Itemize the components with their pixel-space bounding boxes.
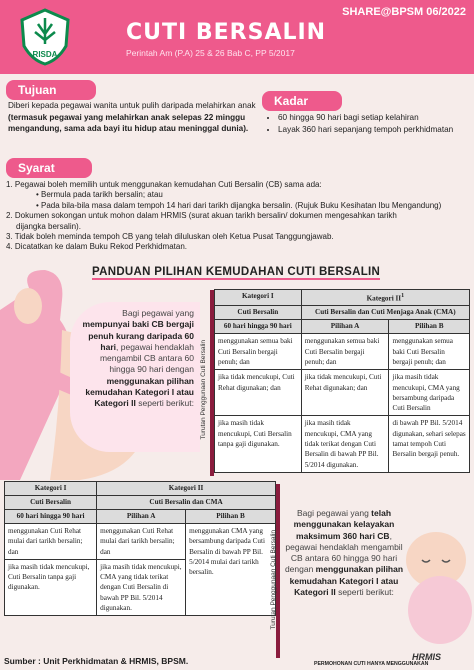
kadar-item: • 60 hingga 90 hari bagi setiap kelahiran <box>278 112 468 124</box>
footer-source: Sumber : Unit Perkhidmatan & HRMIS, BPSM. <box>4 656 189 666</box>
table-row <box>5 524 276 560</box>
tujuan-plain: Diberi kepada pegawai wanita untuk pulih daripada melahirkan anak <box>8 101 256 110</box>
table-header: Cuti Bersalin dan CMA <box>97 496 276 510</box>
table-cell: menggunakan Cuti Rehat mulai dari tarikh bersalin; dan <box>5 524 97 560</box>
table-cell: jika masih tidak mencukupi, Cuti Bersalin tanpa gaji digunakan. <box>215 416 302 472</box>
table-cell: jika masih tidak mencukupi, CMA yang tidak terikat dengan Cuti Bersalin di bawah PP Bil. 5/2014 digunakan. <box>301 416 389 472</box>
table-header: Cuti Bersalin <box>215 306 302 320</box>
table-header: Cuti Bersalin <box>5 496 97 510</box>
table-header: 60 hari hingga 90 hari <box>215 320 302 334</box>
kadar-list <box>268 112 468 135</box>
table-header-text: Kategori II <box>366 294 402 303</box>
table-header: 60 hari hingga 90 hari <box>5 510 97 524</box>
table-header <box>301 290 469 306</box>
table-header: Kategori II <box>97 482 276 496</box>
hrmis-logo: HRMIS <box>412 652 441 662</box>
table-header-sup: 1 <box>401 293 405 299</box>
table-header: Pilihan B <box>389 320 470 334</box>
bubble2-text: seperti berikut: <box>335 587 394 598</box>
footer-note: PERMOHONAN CUTI HANYA MENGGUNAKAN <box>314 661 429 667</box>
risda-logo-icon <box>18 8 72 66</box>
table-cell: jika tidak mencukupi, Cuti Rehat digunakan; dan <box>301 370 389 416</box>
syarat-line: 4. Dicatatkan ke dalam Buku Rekod Perkhidmatan. <box>6 242 187 252</box>
table-cell: menggunakan Cuti Rehat mulai dari tarikh bersalin; dan <box>97 524 186 560</box>
syarat-line: dijangka bersalin). <box>16 221 81 231</box>
syarat-line: 1. Pegawai boleh memilih untuk menggunakan kemudahan Cuti Bersalin (CB) sama ada: <box>6 180 322 189</box>
page-title: CUTI BERSALIN <box>126 20 327 45</box>
bubble1-text: Bagi pegawai yang <box>122 308 194 318</box>
table-cell: menggunakan semua baki Cuti Bersalin bergaji penuh; dan <box>389 334 470 370</box>
table-header: Pilihan A <box>301 320 389 334</box>
side-label: Turutan Penggunaan Cuti Bersalin <box>200 340 207 440</box>
bubble2-bold: menggunakan pilihan kemudahan Kategori I atau Kategori II <box>289 564 404 598</box>
table-cell: jika masih tidak mencukupi, CMA yang tidak terikat dengan Cuti Bersalin di bawah PP Bil. 5/2014 digunakan. <box>97 559 186 615</box>
tujuan-heading: Tujuan <box>6 80 96 100</box>
table-kategori-1 <box>214 289 470 473</box>
kadar-heading: Kadar <box>262 91 342 111</box>
table-cell: menggunakan CMA yang bersambung daripada Cuti Bersalin di bawah PP Bil. 5/2014 mulai dari tarikh bersalin. <box>186 524 276 616</box>
table-cell: menggunakan semua baki Cuti Bersalin bergaji penuh; dan <box>301 334 389 370</box>
table-header: Pilihan B <box>186 510 276 524</box>
table-row <box>215 334 470 370</box>
bubble1-bold: menggunakan pilihan kemudahan Kategori I atau Kategori II <box>85 375 194 409</box>
table-kategori-2 <box>4 481 276 616</box>
bubble1-text: , pegawai hendaklah mengambil CB antara 60 hingga 90 hari dengan <box>99 341 194 375</box>
table-header: Pilihan A <box>97 510 186 524</box>
table-cell: di bawah PP Bil. 5/2014 digunakan, sehari selepas tamat tempoh Cuti Bersalin bergaji penuh. <box>389 416 470 472</box>
bubble1-bold: mempunyai baki CB bergaji penuh kurang daripada 60 hari <box>82 319 194 352</box>
table-row <box>215 416 470 472</box>
tujuan-text <box>8 100 262 135</box>
syarat-line: 3. Tidak boleh meminda tempoh CB yang telah diluluskan oleh Ketua Pusat Tanggungjawab. <box>6 232 334 242</box>
bubble2-text: Bagi pegawai yang <box>296 508 372 518</box>
table-header: Kategori I <box>5 482 97 496</box>
syarat-list <box>6 180 470 253</box>
bubble2-bold: telah menggunakan kelayakan maksimum 360 hari CB <box>293 508 395 541</box>
kadar-item: • Layak 360 hari sepanjang tempoh perkhidmatan <box>278 124 468 136</box>
bubble1-text: seperti berikut: <box>135 398 194 409</box>
table-header: Kategori I <box>215 290 302 306</box>
syarat-line: 2. Dokumen sokongan untuk mohon dalam HRMIS (surat akuan tarikh bersalin/ dokumen mengesahkan tarikh <box>6 211 397 221</box>
table-cell: jika masih tidak mencukupi, Cuti Bersalin tanpa gaji digunakan. <box>5 559 97 615</box>
share-tag: SHARE@BPSM 06/2022 <box>342 6 466 18</box>
syarat-heading: Syarat <box>6 158 92 178</box>
bubble-maksimum-360-hari <box>282 504 406 642</box>
baby-illustration <box>396 520 474 650</box>
side-label: Turutan Penggunaan Cuti Bersalin <box>270 530 277 630</box>
table-cell: menggunakan semua baki Cuti Bersalin bergaji penuh; dan <box>215 334 302 370</box>
bubble-kurang-60-hari <box>70 302 200 452</box>
table-cell: jika masih tidak mencukupi, CMA yang bersambung daripada Cuti Bersalin <box>389 370 470 416</box>
table-row <box>215 370 470 416</box>
table-cell: jika tidak mencukupi, Cuti Rehat digunakan; dan <box>215 370 302 416</box>
tujuan-bold: (termasuk pegawai yang melahirkan anak selepas 22 minggu mengandung, sama ada bayi itu hidup atau meninggal dunia). <box>8 112 249 133</box>
page-subtitle: Perintah Am (P.A) 25 & 26 Bab C, PP 5/2017 <box>126 48 295 58</box>
syarat-line: • Pada bila-bila masa dalam tempoh 14 hari dari tarikh dijangka bersalin. (Rujuk Buku Kesihatan Ibu Mengandung) <box>36 200 442 210</box>
bubble2-text: , pegawai hendaklah mengambil CB antara 60 hingga 90 hari dengan <box>284 530 403 575</box>
panduan-title: PANDUAN PILIHAN KEMUDAHAN CUTI BERSALIN <box>92 266 381 278</box>
table-header: Cuti Bersalin dan Cuti Menjaga Anak (CMA) <box>301 306 469 320</box>
logo-text: RISDA <box>32 50 58 59</box>
syarat-line: • Bermula pada tarikh bersalin; atau <box>36 190 163 200</box>
